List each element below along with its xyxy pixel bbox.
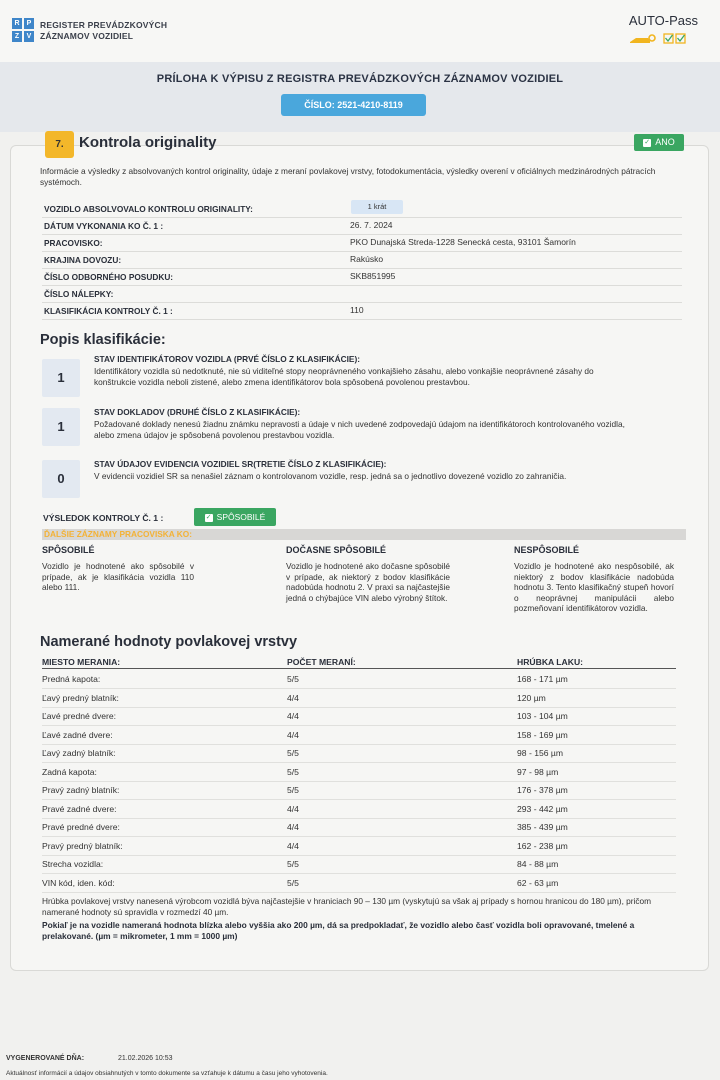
measurement-location: Ľavý predný blatník: [42, 692, 119, 703]
info-row [42, 269, 682, 286]
table-row [42, 781, 676, 800]
paint-thickness: 162 - 238 µm [517, 840, 568, 851]
logo-letter: V [24, 31, 34, 42]
info-row [42, 235, 682, 252]
class-text: Vozidlo je hodnotené ako spôsobilé v prípade, ak je klasifikácia vozidla 110 alebo 111. [42, 561, 194, 592]
autopass-icons [628, 32, 688, 46]
header-divider [42, 668, 676, 669]
info-value: 26. 7. 2024 [350, 220, 393, 230]
table-row [42, 726, 676, 745]
classification-text: Identifikátory vozidla sú nedotknuté, nie sú viditeľné stopy neoprávneného vonkajšieho zásahu, alebo vonkajšie neoprávnené zásahy do konštrukcie vozidla neboli zistené, alebo zmena identifikátorov bola spôsobená povolenou prestavbou. [94, 366, 594, 387]
generated-datetime: 21.02.2026 10:53 [118, 1055, 173, 1062]
count-pill: 1 krát [351, 200, 403, 214]
column-header: POČET MERANÍ: [287, 657, 356, 667]
info-row [42, 252, 682, 269]
measurement-location: Pravý predný blatník: [42, 840, 123, 851]
brand-line: ZÁZNAMOV VOZIDIEL [40, 31, 134, 41]
paint-thickness: 293 - 442 µm [517, 803, 568, 814]
measurement-count: 4/4 [287, 840, 299, 851]
info-label: PRACOVISKO: [44, 238, 103, 248]
info-label: VOZIDLO ABSOLVOVALO KONTROLU ORIGINALITY: [44, 204, 253, 214]
check-icon: ✓ [205, 513, 212, 521]
result-badge-label: SPÔSOBILÉ [216, 512, 266, 522]
paint-thickness: 168 - 171 µm [517, 674, 568, 684]
measurement-count: 4/4 [287, 729, 299, 740]
measurement-location: Ľavé zadné dvere: [42, 729, 113, 740]
measurement-location: Ľavý zadný blatník: [42, 748, 116, 758]
paint-thickness: 84 - 88 µm [517, 859, 559, 869]
info-label: ČÍSLO ODBORNÉHO POSUDKU: [44, 272, 174, 282]
measurements-heading: Namerané hodnoty povlakovej vrstvy [40, 634, 298, 650]
measurement-location: Ľavé predné dvere: [42, 711, 117, 721]
info-label: KLASIFIKÁCIA KONTROLY Č. 1 : [44, 306, 173, 316]
paint-thickness: 62 - 63 µm [517, 877, 559, 888]
classification-digit: 1 [42, 408, 80, 446]
additional-records-bar: ĎALŠIE ZÁZNAMY PRACOVISKA KO: [42, 529, 686, 540]
section-intro: Informácie a výsledky z absolvovaných kontrol originality, údaje z meraní povlakovej vrstvy, fotodokumentácia, výsledky overení v oficiálnych medzinárodných pátracích systémoch. [40, 166, 656, 187]
paint-thickness: 385 - 439 µm [517, 822, 568, 832]
classification-digit: 1 [42, 359, 80, 397]
info-value: 110 [350, 305, 364, 315]
generated-label: VYGENEROVANÉ DŇA: [6, 1055, 85, 1062]
banner-title: PRÍLOHA K VÝPISU Z REGISTRA PREVÁDZKOVÝCH ZÁZNAMOV VOZIDIEL [156, 73, 564, 85]
section-number: 7. [45, 131, 74, 158]
measurement-location: Pravé predné dvere: [42, 822, 120, 832]
info-label: ČÍSLO NÁLEPKY: [44, 289, 114, 299]
status-badge-label: ANO [655, 137, 675, 147]
column-header: HRÚBKA LAKU: [517, 657, 584, 667]
measurement-location: Zadná kapota: [42, 766, 97, 777]
measurement-location: Pravé zadné dvere: [42, 803, 117, 814]
coating-warning: Pokiaľ je na vozidle nameraná hodnota blízka alebo vyššia ako 200 µm, dá sa predpokladať, že vozidlo alebo časť vozidla boli opravované, tmelené a prelakované. (µm = mikrometer, 1 mm = 1000 µm) [42, 920, 635, 941]
classification-text: V evidencii vozidiel SR sa nenašiel záznam o kontrolovanom vozidle, resp. jedná sa o jednotlivo dovezené vozidlo zo zahraničia. [94, 471, 567, 481]
measurement-count: 5/5 [287, 766, 299, 777]
info-value: PKO Dunajská Streda-1228 Senecká cesta, 93101 Šamorín [350, 237, 576, 247]
measurement-location: VIN kód, iden. kód: [42, 877, 115, 888]
result-label: VÝSLEDOK KONTROLY Č. 1 : [43, 513, 164, 523]
info-label: DÁTUM VYKONANIA KO Č. 1 : [44, 221, 164, 231]
table-row [42, 670, 676, 689]
info-value: Rakúsko [350, 254, 384, 264]
section-title: Kontrola originality [79, 134, 217, 151]
paint-thickness: 97 - 98 µm [517, 766, 559, 777]
table-row [42, 707, 676, 726]
table-row [42, 744, 676, 763]
result-badge [194, 508, 276, 526]
logo-letter: R [12, 18, 22, 29]
brand-line: REGISTER PREVÁDZKOVÝCH [40, 20, 168, 30]
table-row [42, 689, 676, 708]
logo [12, 18, 34, 42]
class-title: NESPÔSOBILÉ [514, 545, 580, 555]
classification-title: STAV DOKLADOV (DRUHÉ ČÍSLO Z KLASIFIKÁCIE): [94, 407, 301, 417]
measurement-count: 4/4 [287, 692, 299, 703]
info-row [42, 303, 682, 320]
classification-text: Požadované doklady nenesú žiadnu známku nepravosti a údaje v nich uvedené zodpovedajú údajom na identifikátoroch kontrolovaného vozidla, alebo zmena údajov je spôsobená povolenou prestavbou vozidla. [94, 419, 625, 440]
table-row [42, 855, 676, 874]
table-row [42, 837, 676, 856]
logo-letter: P [24, 18, 34, 29]
paint-thickness: 120 µm [517, 692, 546, 703]
paint-thickness: 158 - 169 µm [517, 729, 568, 740]
class-title: DOČASNE SPÔSOBILÉ [286, 545, 387, 555]
measurement-count: 5/5 [287, 785, 299, 795]
table-row [42, 800, 676, 819]
paint-thickness: 103 - 104 µm [517, 711, 568, 721]
classification-heading: Popis klasifikácie: [40, 332, 166, 348]
table-row [42, 763, 676, 782]
paint-thickness: 98 - 156 µm [517, 748, 564, 758]
column-header: MIESTO MERANIA: [42, 657, 121, 667]
info-row [42, 286, 682, 303]
info-row [42, 218, 682, 235]
measurement-count: 5/5 [287, 877, 299, 888]
classification-digit: 0 [42, 460, 80, 498]
coating-note: Hrúbka povlakovej vrstvy nanesená výrobcom vozidlá býva najčastejšie v hraniciach 90 – 130 µm (vyskytujú sa však aj prípady s hornou hranicou do 180 µm), pričom namerané hodnoty sú spravidla v rozmedzí 40 µm. [42, 896, 652, 917]
classification-title: STAV IDENTIFIKÁTOROV VOZIDLA (PRVÉ ČÍSLO Z KLASIFIKÁCIE): [94, 354, 360, 364]
measurement-count: 5/5 [287, 859, 299, 869]
measurement-count: 4/4 [287, 711, 299, 721]
autopass-logo: AUTO-Pass [628, 13, 698, 28]
measurement-count: 4/4 [287, 803, 299, 814]
logo-letter: Z [12, 31, 22, 42]
info-value: SKB851995 [350, 271, 396, 281]
brand-name [40, 20, 167, 42]
class-text: Vozidlo je hodnotené ako dočasne spôsobilé v prípade, ak niektorý z bodov klasifikácie nadobúda hodnotu 2. V praxi sa najčastejšie jedná o chýbajúce VIN alebo výrobný štítok. [286, 561, 450, 603]
measurement-count: 5/5 [287, 748, 299, 758]
table-row [42, 874, 676, 893]
measurement-location: Predná kapota: [42, 674, 101, 684]
class-text: Vozidlo je hodnotené ako nespôsobilé, ak niektorý z bodov klasifikácie nadobúda hodnotu 3. Tento klasifikačný stupeň hovorí o neoprávnej manipulácii alebo pozmeňovaní identifikátorov vozidla. [514, 561, 674, 613]
check-icon: ✓ [644, 138, 651, 146]
measurement-location: Strecha vozidla: [42, 859, 104, 869]
paint-thickness: 176 - 378 µm [517, 785, 568, 795]
car-key-icon [630, 35, 655, 43]
footer-disclaimer: Aktuálnosť informácií a údajov obsiahnutých v tomto dokumente sa vzťahuje k dátumu a času jeho vyhotovenia. [6, 1070, 328, 1077]
table-row [42, 818, 676, 837]
document-number-badge: ČÍSLO: 2521-4210-8119 [281, 94, 426, 116]
class-title: SPÔSOBILÉ [42, 545, 95, 555]
measurement-count: 4/4 [287, 822, 299, 832]
measurement-location: Pravý zadný blatník: [42, 785, 120, 795]
info-label: KRAJINA DOVOZU: [44, 255, 122, 265]
classification-title: STAV ÚDAJOV EVIDENCIA VOZIDIEL SR(TRETIE ČÍSLO Z KLASIFIKÁCIE): [94, 459, 387, 469]
status-badge [634, 134, 684, 151]
measurement-count: 5/5 [287, 674, 299, 684]
